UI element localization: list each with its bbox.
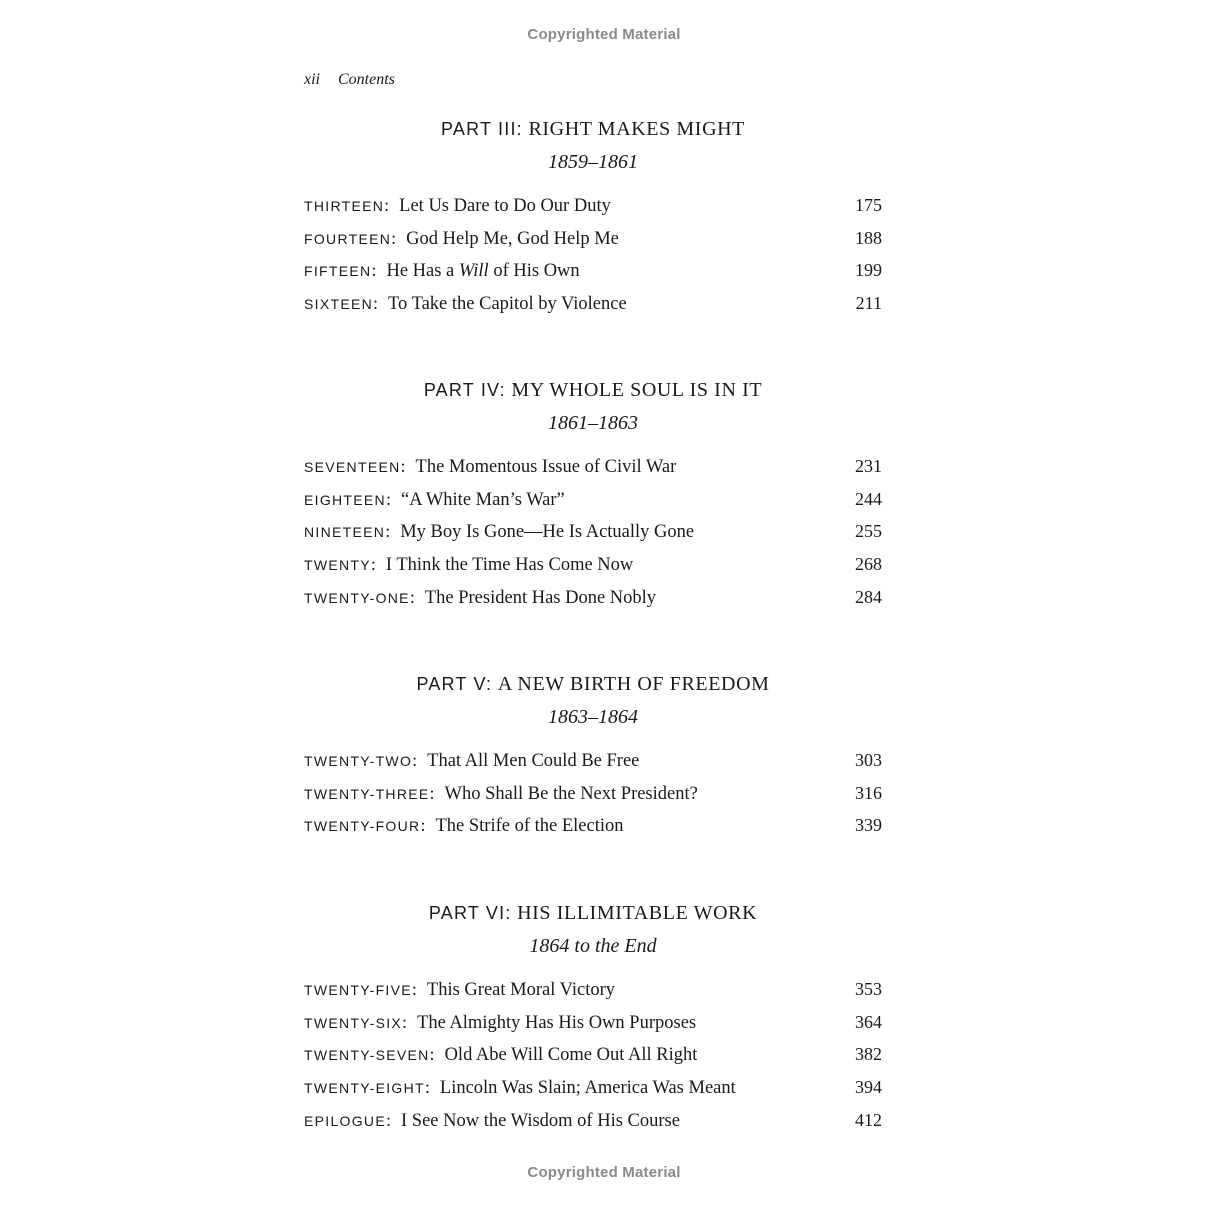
chapter-title: Let Us Dare to Do Our Duty [399,196,611,216]
part-years: 1861–1863 [548,412,638,434]
part-label: PART VI: [428,903,512,923]
chapter-page-number: 412 [855,1109,882,1130]
chapter-page-number: 175 [855,195,882,215]
chapter-page-number: 231 [855,456,882,476]
chapter-title: God Help Me, God Help Me [406,228,619,249]
chapter-label: SIXTEEN [304,296,374,313]
chapter-list [304,453,882,616]
part-name: HIS ILLIMITABLE WORK [517,902,758,924]
toc-entry[interactable]: TWENTY-FOUR: The Strife of the Election 339 [304,812,882,845]
part-label: PART V: [416,674,493,694]
chapter-page-number: 268 [855,554,882,575]
part-title [304,900,882,926]
chapter-page-number: 353 [855,979,882,999]
part-name: MY WHOLE SOUL IS IN IT [511,379,763,401]
chapter-title: I See Now the Wisdom of His Course [401,1110,680,1131]
chapter-page-number: 244 [855,488,882,509]
toc-entry[interactable]: TWENTY-FIVE: This Great Moral Victory 353 [304,976,882,1009]
part-title [304,116,882,142]
part-title [304,671,882,697]
part-section [304,377,882,616]
toc-entry[interactable]: TWENTY-SIX: The Almighty Has His Own Purposes 364 [304,1009,882,1042]
chapter-label: FIFTEEN [304,263,372,280]
chapter-title: He Has a Will of His Own [386,261,580,282]
part-label: PART IV: [423,380,506,400]
chapter-page-number: 255 [855,521,882,542]
chapter-title: The Momentous Issue of Civil War [415,457,677,477]
toc-entry[interactable]: SEVENTEEN: The Momentous Issue of Civil War 231 [304,453,882,486]
chapter-label: TWENTY-TWO [304,753,413,769]
chapter-label: NINETEEN [304,524,386,541]
toc-entry[interactable]: EIGHTEEN: “A White Man’s War” 244 [304,486,882,519]
chapter-page-number: 211 [855,293,882,314]
chapter-label: TWENTY-FOUR [304,818,421,835]
toc-entry[interactable]: EPILOGUE: I See Now the Wisdom of His Course 412 [304,1107,882,1140]
chapter-title: Who Shall Be the Next President? [444,783,698,804]
part-years: 1863–1864 [548,706,638,728]
part-title [304,377,882,403]
chapter-title: This Great Moral Victory [426,980,616,1000]
chapter-label: TWENTY-SIX [304,1014,403,1031]
toc-entry[interactable]: TWENTY-TWO: That All Men Could Be Free 303 [304,747,882,780]
chapter-page-number: 303 [855,750,882,770]
part-label: PART III: [441,119,523,139]
chapter-title: To Take the Capitol by Violence [388,294,627,315]
chapter-label: SEVENTEEN [304,459,401,475]
toc-entry[interactable]: SIXTEEN: To Take the Capitol by Violence 211 [304,290,882,323]
toc-entry[interactable]: NINETEEN: My Boy Is Gone—He Is Actually Gone 255 [304,518,882,551]
chapter-page-number: 394 [855,1077,882,1098]
part-years: 1864 to the End [529,935,657,957]
running-head-title: Contents [338,71,395,88]
chapter-page-number: 339 [855,815,882,836]
toc-entry[interactable]: THIRTEEN: Let Us Dare to Do Our Duty 175 [304,192,882,225]
chapter-label: EIGHTEEN [304,491,386,508]
page-folio: xii [304,71,320,88]
chapter-list [304,747,882,845]
chapter-label: TWENTY-ONE [304,589,410,606]
chapter-label: FOURTEEN [304,230,392,247]
chapter-title: That All Men Could Be Free [427,751,640,771]
chapter-title: The Strife of the Election [435,816,624,837]
chapter-title: Lincoln Was Slain; America Was Meant [439,1078,736,1099]
toc-entry[interactable]: TWENTY-SEVEN: Old Abe Will Come Out All Right 382 [304,1041,882,1074]
chapter-list [304,192,882,323]
part-section [304,116,882,323]
chapter-page-number: 284 [855,586,882,607]
part-name: RIGHT MAKES MIGHT [528,118,745,140]
chapter-label: TWENTY [304,557,371,574]
toc-entry[interactable]: TWENTY-THREE: Who Shall Be the Next President? 316 [304,780,882,813]
chapter-title: My Boy Is Gone—He Is Actually Gone [400,522,695,543]
part-section [304,671,882,845]
chapter-page-number: 316 [855,782,882,803]
watermark-bottom: Copyrighted Material [527,1164,681,1181]
toc-entry[interactable]: FIFTEEN: He Has a Will of His Own 199 [304,257,882,290]
chapter-page-number: 199 [855,260,882,281]
chapter-page-number: 188 [855,227,882,248]
toc-entry[interactable]: TWENTY-EIGHT: Lincoln Was Slain; America Was Meant 394 [304,1074,882,1107]
running-head [304,71,395,89]
chapter-label: THIRTEEN [304,198,385,214]
part-section [304,900,882,1139]
chapter-label: EPILOGUE [304,1112,386,1129]
part-name: A NEW BIRTH OF FREEDOM [497,673,770,695]
part-years: 1859–1861 [548,151,638,173]
chapter-label: TWENTY-THREE [304,785,430,802]
chapter-title: I Think the Time Has Come Now [385,555,634,576]
chapter-title: The President Has Done Nobly [424,587,657,608]
toc-entry[interactable]: FOURTEEN: God Help Me, God Help Me 188 [304,225,882,258]
chapter-page-number: 364 [855,1011,882,1032]
chapter-page-number: 382 [855,1044,882,1065]
toc-entry[interactable]: TWENTY: I Think the Time Has Come Now 268 [304,551,882,584]
chapter-list [304,976,882,1139]
chapter-label: TWENTY-SEVEN [304,1047,430,1064]
toc-entry[interactable]: TWENTY-ONE: The President Has Done Nobly 284 [304,584,882,617]
watermark-top: Copyrighted Material [527,26,681,43]
chapter-title: The Almighty Has His Own Purposes [417,1012,697,1033]
chapter-title: Old Abe Will Come Out All Right [444,1045,698,1066]
chapter-label: TWENTY-FIVE [304,982,412,998]
chapter-title: “A White Man’s War” [400,489,565,510]
chapter-label: TWENTY-EIGHT [304,1080,425,1097]
